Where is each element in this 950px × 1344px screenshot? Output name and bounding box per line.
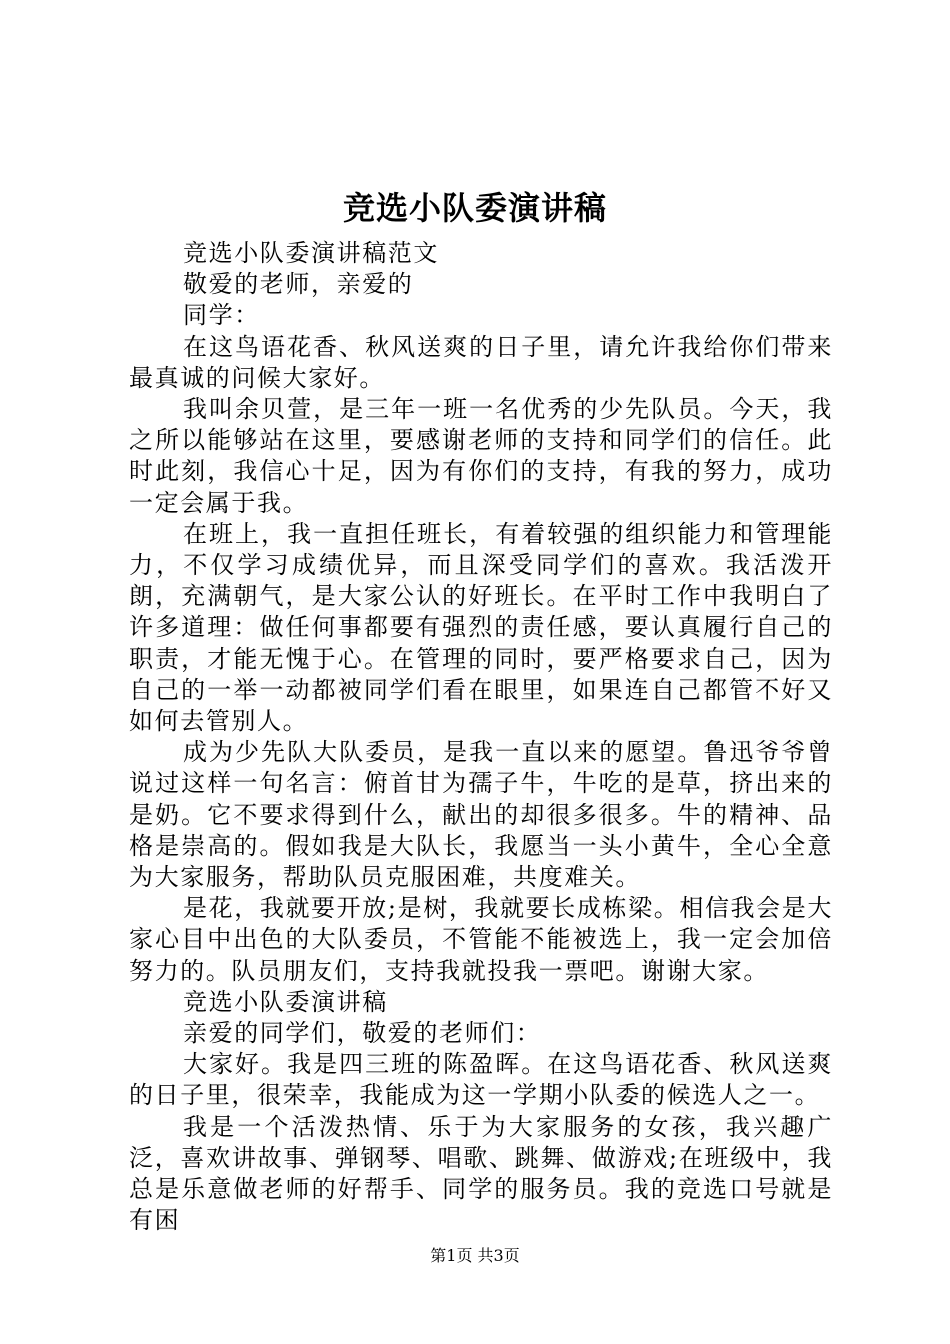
page-number-footer: 第1页 共3页 [430,1246,520,1265]
paragraph-9: 竞选小队委演讲稿 [183,987,388,1016]
paragraph-6: 在班上，我一直担任班长，有着较强的组织能力和管理能力，不仅学习成绩优异，而且深受同学们的喜欢。我活泼开朗，充满朝气，是大家公认的好班长。在平时工作中我明白了许多道理：做任何事都要有强烈的责任感，要认真履行自己的职责，才能无愧于心。在管理的同时，要严格要求自己，因为自己的一举一动都被同学们看在眼里，如果连自己都管不好又如何去管别人。 [129,519,833,736]
paragraph-5: 我叫余贝萱，是三年一班一名优秀的少先队员。今天，我之所以能够站在这里，要感谢老师的支持和同学们的信任。此时此刻，我信心十足，因为有你们的支持，有我的努力，成功一定会属于我。 [129,395,833,517]
paragraph-11: 大家好。我是四三班的陈盈晖。在这鸟语花香、秋风送爽的日子里，很荣幸，我能成为这一学期小队委的候选人之一。 [129,1050,833,1110]
document-title: 竞选小队委演讲稿 [342,189,607,227]
paragraph-8: 是花，我就要开放;是树，我就要长成栋梁。相信我会是大家心目中出色的大队委员，不管能不能被选上，我一定会加倍努力的。队员朋友们，支持我就投我一票吧。谢谢大家。 [129,894,833,985]
paragraph-1: 竞选小队委演讲稿范文 [183,239,439,267]
paragraph-10: 亲爱的同学们，敬爱的老师们： [183,1019,542,1048]
paragraph-4: 在这鸟语花香、秋风送爽的日子里，请允许我给你们带来最真诚的问候大家好。 [129,332,833,392]
paragraph-2: 敬爱的老师，亲爱的 [183,270,414,299]
document-body [129,238,833,1237]
paragraph-7: 成为少先队大队委员，是我一直以来的愿望。鲁迅爷爷曾说过这样一句名言：俯首甘为孺子牛，牛吃的是草，挤出来的是奶。它不要求得到什么，献出的却很多很多。牛的精神、品格是崇高的。假如我是大队长，我愿当一头小黄牛，全心全意为大家服务，帮助队员克服困难，共度难关。 [129,738,833,892]
paragraph-12: 我是一个活泼热情、乐于为大家服务的女孩，我兴趣广泛，喜欢讲故事、弹钢琴、唱歌、跳舞、做游戏;在班级中，我总是乐意做老师的好帮手、同学的服务员。我的竞选口号就是有困 [129,1112,833,1235]
paragraph-3: 同学： [183,301,260,330]
